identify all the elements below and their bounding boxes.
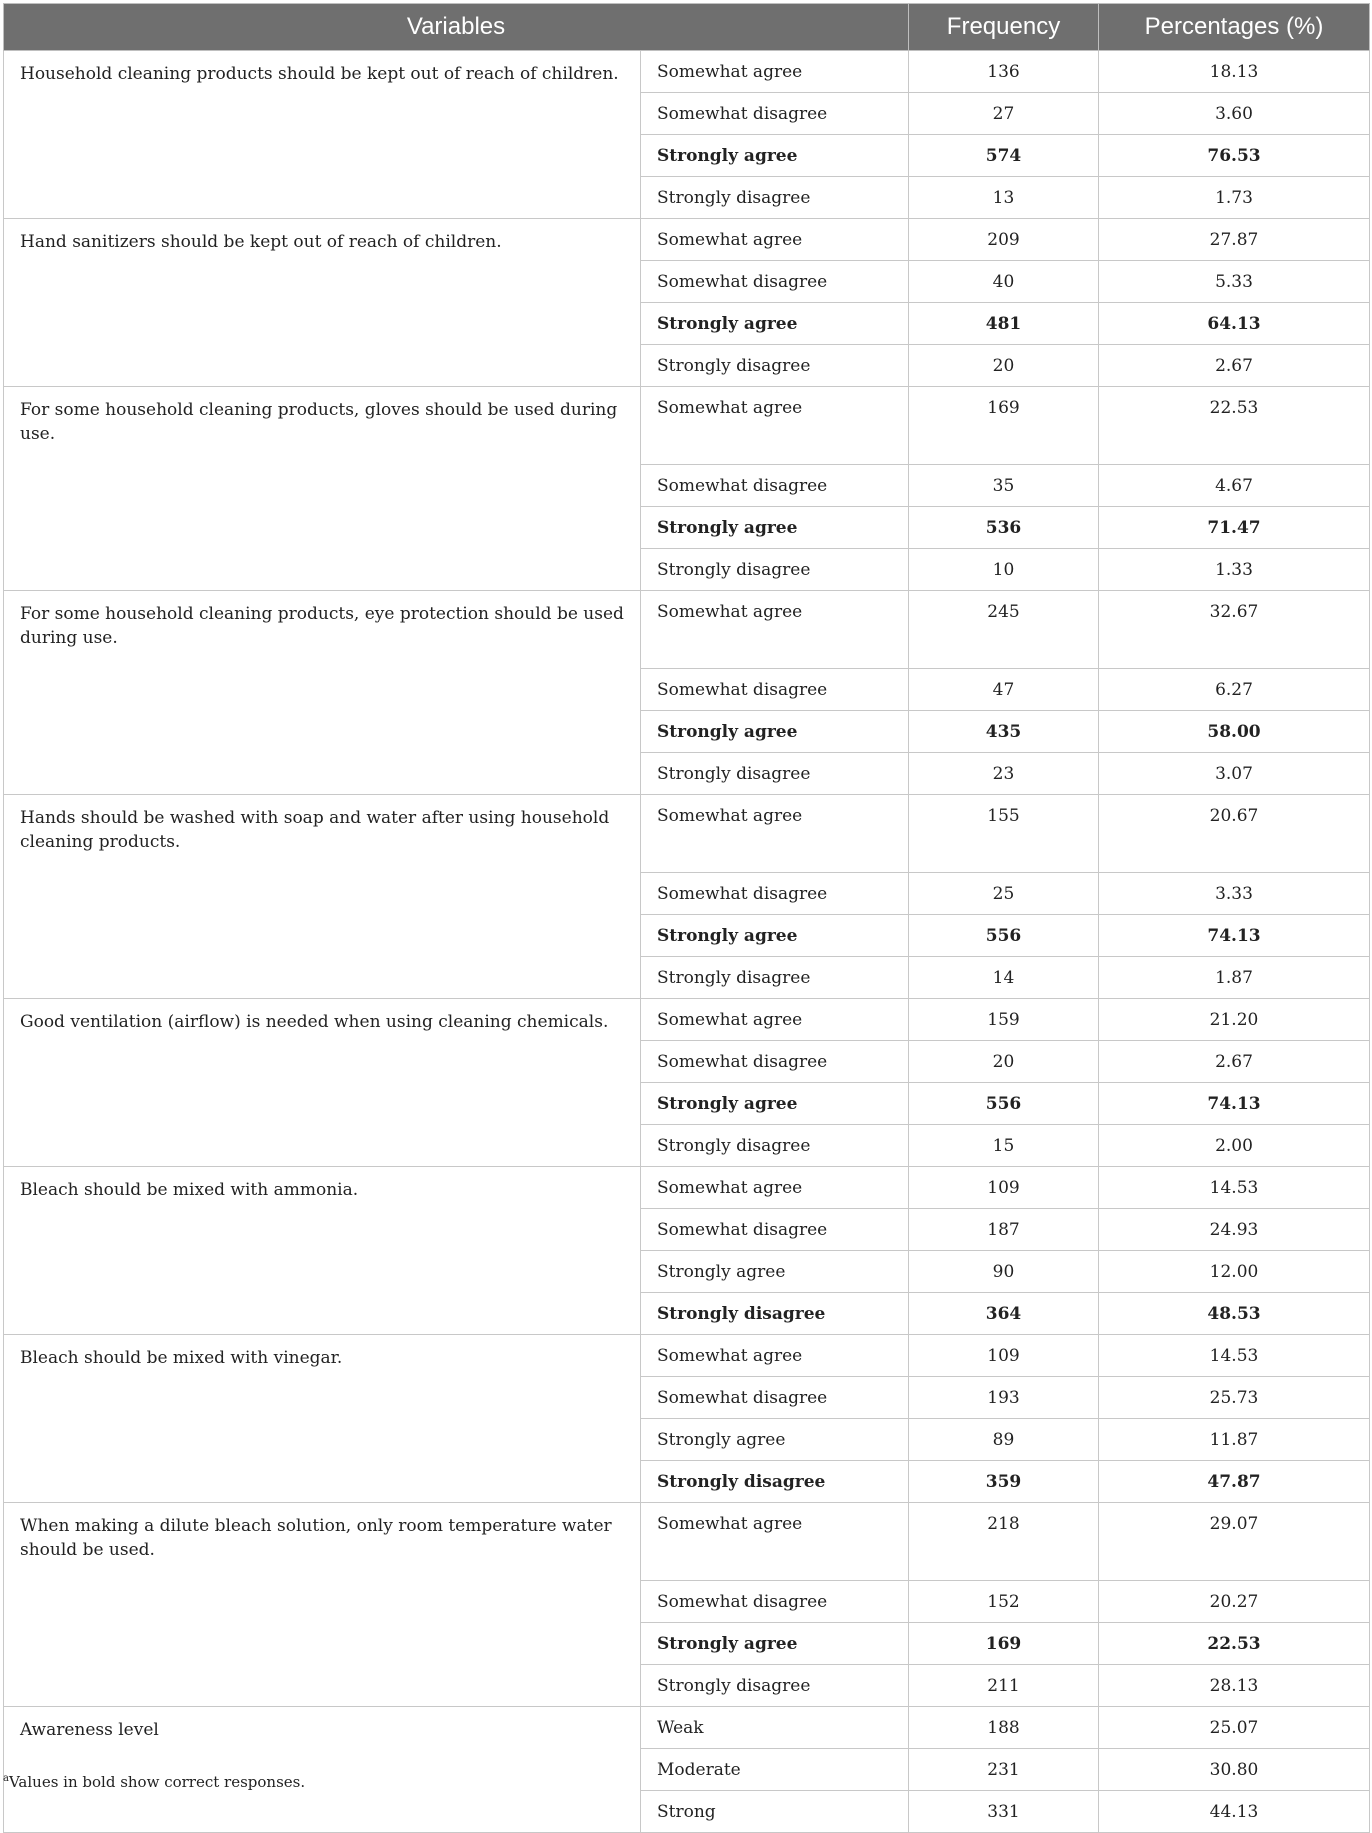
percentage-cell: 76.53 xyxy=(1099,135,1370,177)
response-cell: Somewhat agree xyxy=(641,51,909,93)
frequency-cell: 109 xyxy=(909,1167,1099,1209)
response-cell: Somewhat agree xyxy=(641,387,909,465)
percentage-cell: 25.73 xyxy=(1099,1377,1370,1419)
frequency-cell: 27 xyxy=(909,93,1099,135)
percentage-cell: 20.27 xyxy=(1099,1581,1370,1623)
frequency-cell: 89 xyxy=(909,1419,1099,1461)
response-cell: Strong xyxy=(641,1791,909,1833)
percentage-cell: 32.67 xyxy=(1099,591,1370,669)
response-cell: Somewhat agree xyxy=(641,219,909,261)
percentage-cell: 18.13 xyxy=(1099,51,1370,93)
frequency-cell: 159 xyxy=(909,999,1099,1041)
percentage-cell: 1.33 xyxy=(1099,549,1370,591)
percentage-cell: 1.73 xyxy=(1099,177,1370,219)
response-cell: Strongly agree xyxy=(641,507,909,549)
frequency-cell: 556 xyxy=(909,915,1099,957)
response-cell: Somewhat agree xyxy=(641,1335,909,1377)
response-cell: Somewhat agree xyxy=(641,999,909,1041)
variable-cell: Good ventilation (airflow) is needed when using cleaning chemicals. xyxy=(4,999,641,1167)
footnote-text: Values in bold show correct responses. xyxy=(8,1773,306,1791)
response-cell: Strongly disagree xyxy=(641,753,909,795)
variable-cell: Household cleaning products should be kept out of reach of children. xyxy=(4,51,641,219)
frequency-cell: 245 xyxy=(909,591,1099,669)
frequency-cell: 364 xyxy=(909,1293,1099,1335)
table-footnote xyxy=(3,1773,305,1791)
frequency-cell: 231 xyxy=(909,1749,1099,1791)
percentage-cell: 1.87 xyxy=(1099,957,1370,999)
frequency-cell: 136 xyxy=(909,51,1099,93)
percentage-cell: 25.07 xyxy=(1099,1707,1370,1749)
variable-cell: Bleach should be mixed with vinegar. xyxy=(4,1335,641,1503)
frequency-cell: 13 xyxy=(909,177,1099,219)
response-cell: Strongly agree xyxy=(641,915,909,957)
variable-cell: Awareness level xyxy=(4,1707,641,1833)
percentage-cell: 22.53 xyxy=(1099,387,1370,465)
frequency-cell: 169 xyxy=(909,387,1099,465)
response-cell: Strongly agree xyxy=(641,1623,909,1665)
response-cell: Strongly agree xyxy=(641,711,909,753)
table-row xyxy=(4,795,1370,873)
percentage-cell: 47.87 xyxy=(1099,1461,1370,1503)
frequency-cell: 211 xyxy=(909,1665,1099,1707)
percentage-cell: 71.47 xyxy=(1099,507,1370,549)
frequency-cell: 209 xyxy=(909,219,1099,261)
frequency-cell: 188 xyxy=(909,1707,1099,1749)
frequency-cell: 152 xyxy=(909,1581,1099,1623)
response-cell: Somewhat disagree xyxy=(641,1041,909,1083)
variable-cell: When making a dilute bleach solution, only room temperature water should be used. xyxy=(4,1503,641,1707)
percentage-cell: 2.67 xyxy=(1099,345,1370,387)
percentage-cell: 22.53 xyxy=(1099,1623,1370,1665)
response-cell: Moderate xyxy=(641,1749,909,1791)
response-cell: Somewhat disagree xyxy=(641,1209,909,1251)
variable-cell: Hands should be washed with soap and water after using household cleaning products. xyxy=(4,795,641,999)
table-row xyxy=(4,219,1370,261)
percentage-cell: 44.13 xyxy=(1099,1791,1370,1833)
variable-cell: Hand sanitizers should be kept out of reach of children. xyxy=(4,219,641,387)
response-cell: Somewhat disagree xyxy=(641,465,909,507)
percentage-cell: 3.60 xyxy=(1099,93,1370,135)
response-cell: Somewhat disagree xyxy=(641,1581,909,1623)
variable-cell: For some household cleaning products, gloves should be used during use. xyxy=(4,387,641,591)
table-header xyxy=(4,4,1370,51)
table-row xyxy=(4,387,1370,465)
response-cell: Strongly disagree xyxy=(641,177,909,219)
percentage-cell: 20.67 xyxy=(1099,795,1370,873)
frequency-cell: 187 xyxy=(909,1209,1099,1251)
table-row xyxy=(4,1167,1370,1209)
percentage-cell: 14.53 xyxy=(1099,1335,1370,1377)
table-row xyxy=(4,1335,1370,1377)
percentage-cell: 64.13 xyxy=(1099,303,1370,345)
frequency-cell: 109 xyxy=(909,1335,1099,1377)
frequency-cell: 155 xyxy=(909,795,1099,873)
awareness-table-container xyxy=(3,3,1369,1833)
header-percentages: Percentages (%) xyxy=(1099,4,1370,51)
response-cell: Somewhat agree xyxy=(641,591,909,669)
percentage-cell: 4.67 xyxy=(1099,465,1370,507)
frequency-cell: 90 xyxy=(909,1251,1099,1293)
response-cell: Strongly disagree xyxy=(641,1125,909,1167)
table-row xyxy=(4,1707,1370,1749)
response-cell: Somewhat agree xyxy=(641,795,909,873)
frequency-cell: 47 xyxy=(909,669,1099,711)
frequency-cell: 40 xyxy=(909,261,1099,303)
frequency-cell: 35 xyxy=(909,465,1099,507)
percentage-cell: 29.07 xyxy=(1099,1503,1370,1581)
percentage-cell: 27.87 xyxy=(1099,219,1370,261)
percentage-cell: 24.93 xyxy=(1099,1209,1370,1251)
response-cell: Strongly disagree xyxy=(641,1293,909,1335)
frequency-cell: 331 xyxy=(909,1791,1099,1833)
header-row xyxy=(4,4,1370,51)
percentage-cell: 3.33 xyxy=(1099,873,1370,915)
frequency-cell: 536 xyxy=(909,507,1099,549)
percentage-cell: 48.53 xyxy=(1099,1293,1370,1335)
percentage-cell: 74.13 xyxy=(1099,915,1370,957)
response-cell: Strongly disagree xyxy=(641,1461,909,1503)
header-frequency: Frequency xyxy=(909,4,1099,51)
percentage-cell: 2.67 xyxy=(1099,1041,1370,1083)
table-row xyxy=(4,1503,1370,1581)
response-cell: Strongly disagree xyxy=(641,549,909,591)
percentage-cell: 28.13 xyxy=(1099,1665,1370,1707)
frequency-cell: 14 xyxy=(909,957,1099,999)
frequency-cell: 556 xyxy=(909,1083,1099,1125)
percentage-cell: 3.07 xyxy=(1099,753,1370,795)
response-cell: Strongly agree xyxy=(641,303,909,345)
response-cell: Strongly agree xyxy=(641,1083,909,1125)
response-cell: Somewhat disagree xyxy=(641,261,909,303)
header-variables: Variables xyxy=(4,4,909,51)
awareness-table xyxy=(3,3,1370,1833)
response-cell: Strongly disagree xyxy=(641,345,909,387)
table-row xyxy=(4,999,1370,1041)
footnote-marker: a xyxy=(3,1773,9,1784)
frequency-cell: 359 xyxy=(909,1461,1099,1503)
response-cell: Strongly agree xyxy=(641,135,909,177)
frequency-cell: 15 xyxy=(909,1125,1099,1167)
percentage-cell: 5.33 xyxy=(1099,261,1370,303)
response-cell: Strongly disagree xyxy=(641,957,909,999)
percentage-cell: 30.80 xyxy=(1099,1749,1370,1791)
percentage-cell: 11.87 xyxy=(1099,1419,1370,1461)
table-row xyxy=(4,51,1370,93)
frequency-cell: 435 xyxy=(909,711,1099,753)
variable-cell: For some household cleaning products, eye protection should be used during use. xyxy=(4,591,641,795)
response-cell: Strongly agree xyxy=(641,1251,909,1293)
response-cell: Somewhat disagree xyxy=(641,873,909,915)
response-cell: Somewhat disagree xyxy=(641,669,909,711)
frequency-cell: 218 xyxy=(909,1503,1099,1581)
frequency-cell: 20 xyxy=(909,1041,1099,1083)
percentage-cell: 74.13 xyxy=(1099,1083,1370,1125)
response-cell: Strongly agree xyxy=(641,1419,909,1461)
response-cell: Somewhat agree xyxy=(641,1503,909,1581)
frequency-cell: 20 xyxy=(909,345,1099,387)
frequency-cell: 169 xyxy=(909,1623,1099,1665)
percentage-cell: 58.00 xyxy=(1099,711,1370,753)
frequency-cell: 574 xyxy=(909,135,1099,177)
frequency-cell: 10 xyxy=(909,549,1099,591)
percentage-cell: 6.27 xyxy=(1099,669,1370,711)
percentage-cell: 14.53 xyxy=(1099,1167,1370,1209)
percentage-cell: 2.00 xyxy=(1099,1125,1370,1167)
percentage-cell: 12.00 xyxy=(1099,1251,1370,1293)
frequency-cell: 23 xyxy=(909,753,1099,795)
response-cell: Strongly disagree xyxy=(641,1665,909,1707)
response-cell: Somewhat disagree xyxy=(641,93,909,135)
variable-cell: Bleach should be mixed with ammonia. xyxy=(4,1167,641,1335)
percentage-cell: 21.20 xyxy=(1099,999,1370,1041)
response-cell: Weak xyxy=(641,1707,909,1749)
response-cell: Somewhat agree xyxy=(641,1167,909,1209)
frequency-cell: 481 xyxy=(909,303,1099,345)
table-row xyxy=(4,591,1370,669)
table-body xyxy=(4,51,1370,1833)
response-cell: Somewhat disagree xyxy=(641,1377,909,1419)
frequency-cell: 25 xyxy=(909,873,1099,915)
frequency-cell: 193 xyxy=(909,1377,1099,1419)
